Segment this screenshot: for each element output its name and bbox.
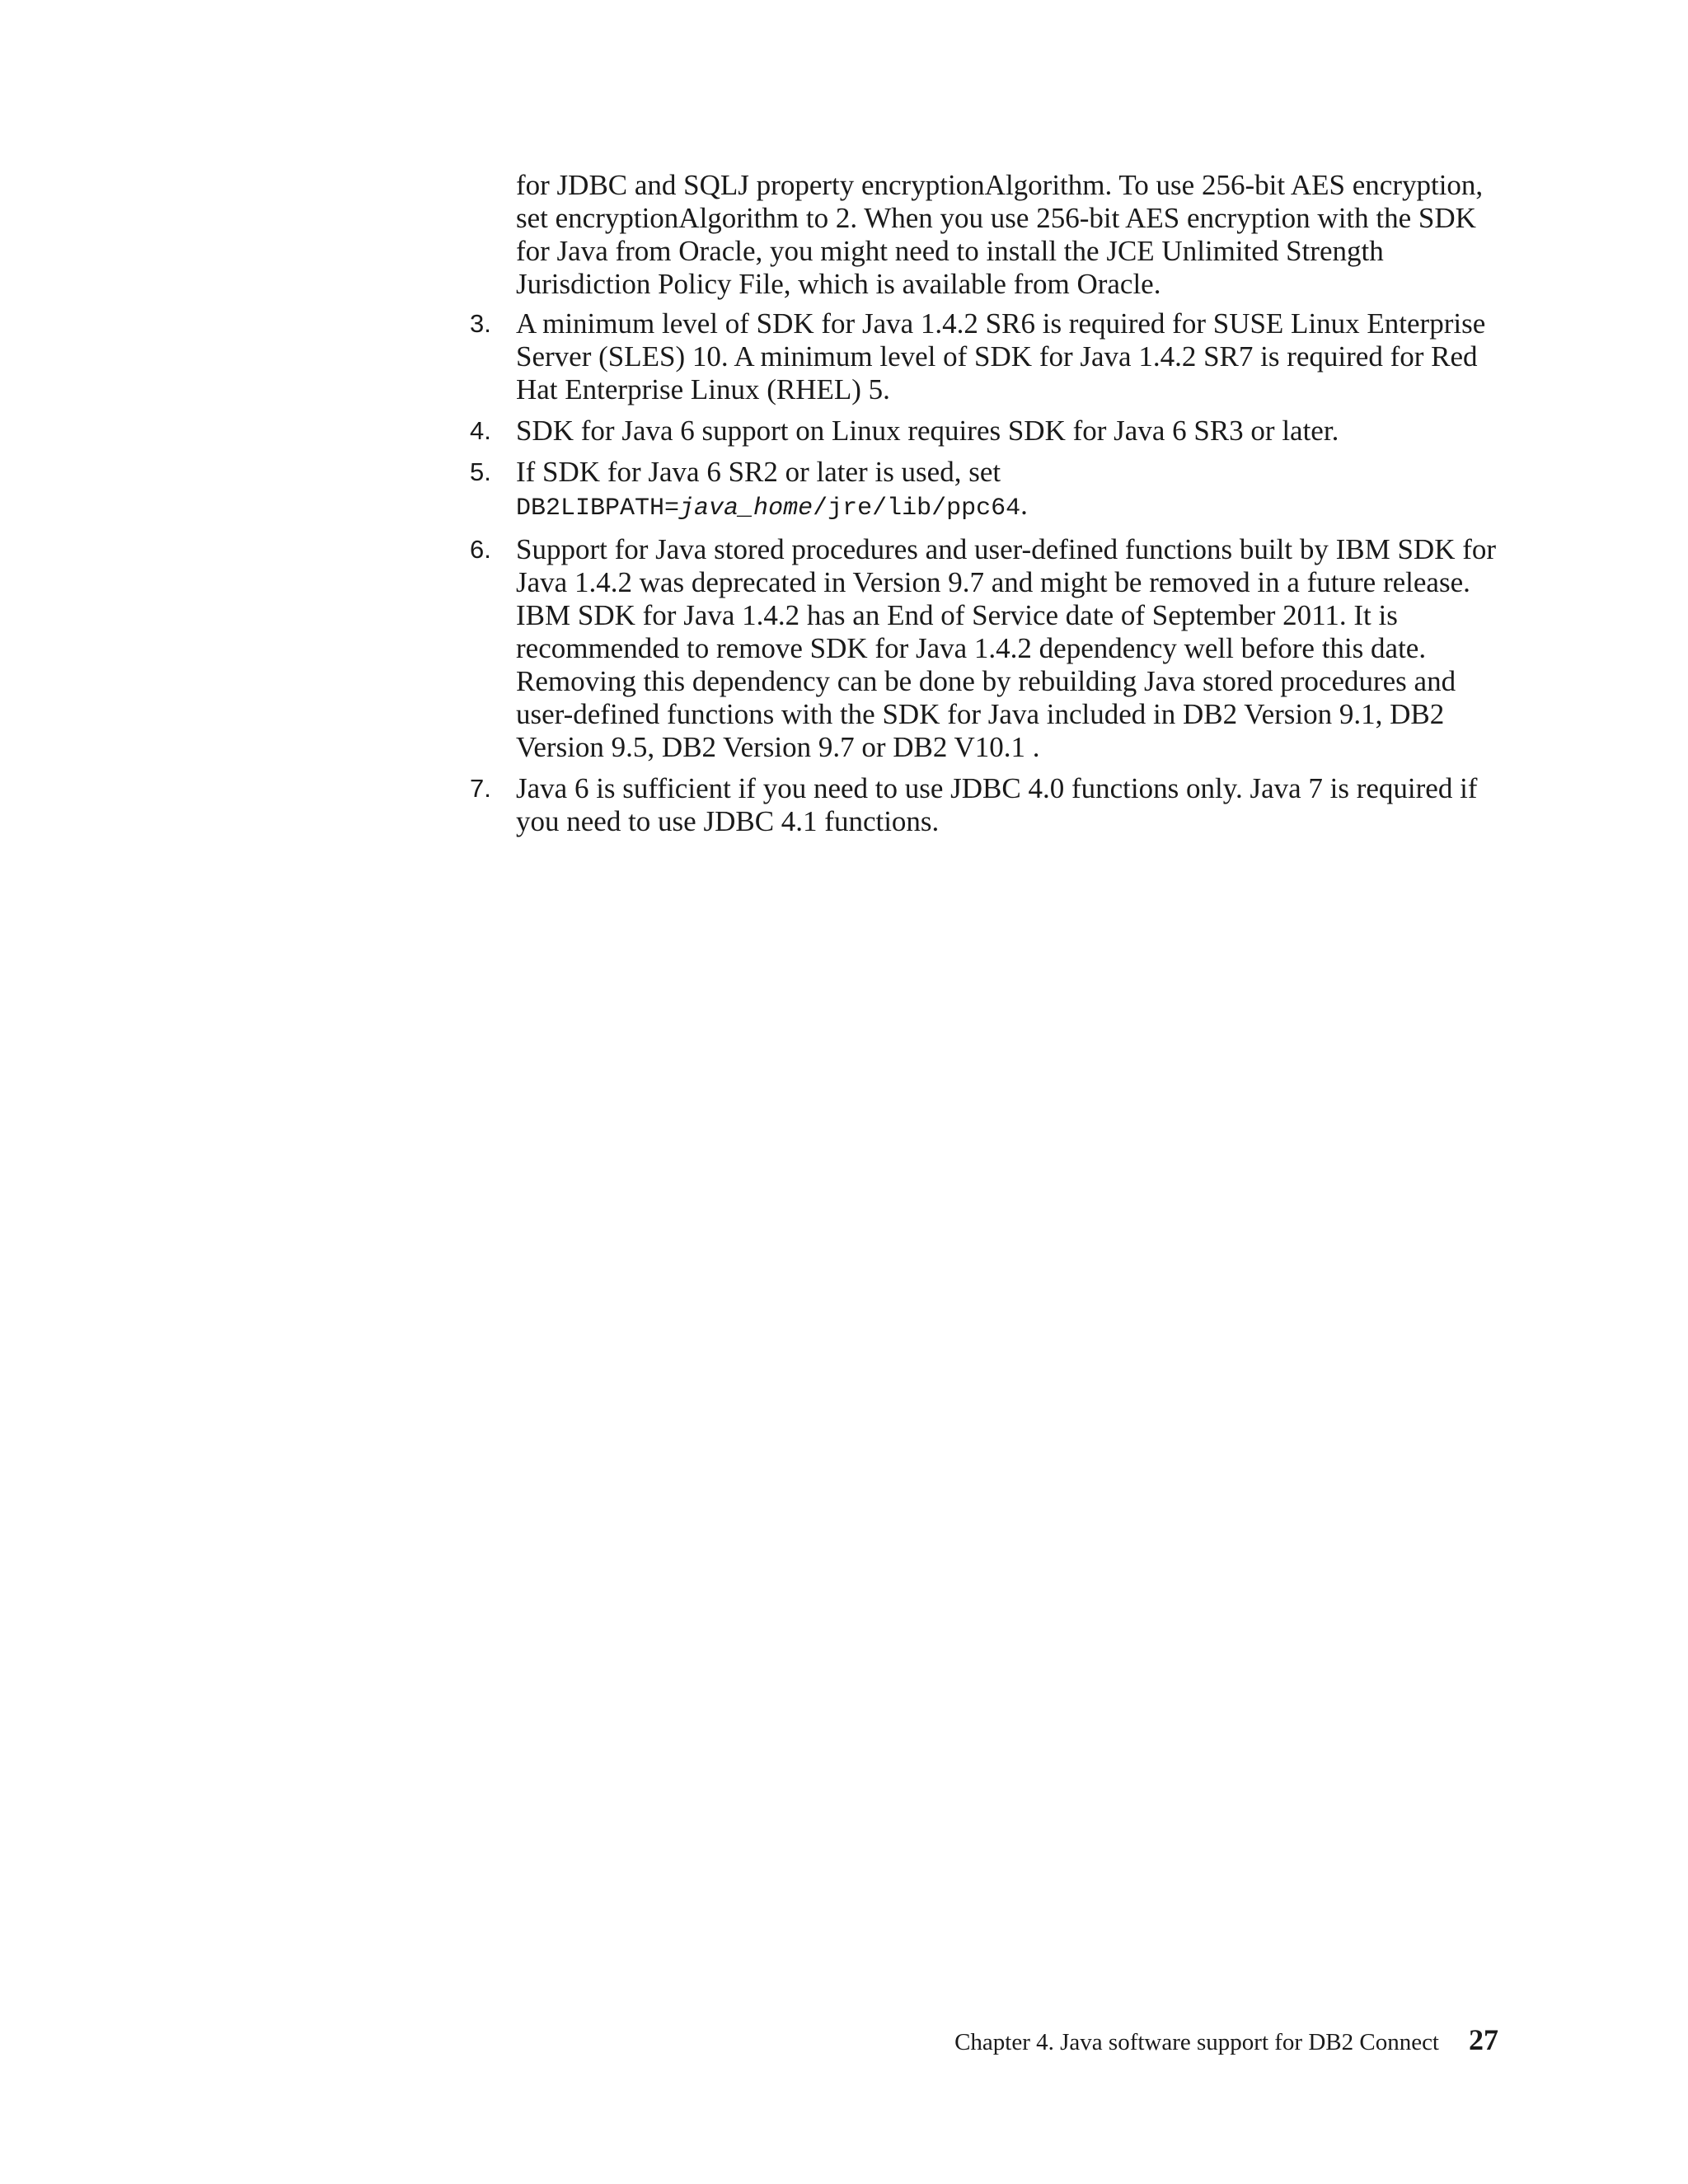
- list-item-number: 6.: [470, 535, 491, 564]
- list-item-number: 5.: [470, 457, 491, 486]
- code-path: /jre/lib/ppc64: [813, 494, 1021, 523]
- list-item-4: [470, 415, 1508, 448]
- list-item-text: SDK for Java 6 support on Linux requires SDK for Java 6 SR3 or later.: [516, 415, 1339, 447]
- code-env-var: DB2LIBPATH=: [516, 494, 680, 523]
- list-item-text: Java 6 is sufficient if you need to use JDBC 4.0 functions only. Java 7 is required if you need to use JDBC 4.1 functions.: [516, 772, 1478, 837]
- list-item-text: [516, 456, 1508, 525]
- code-placeholder: java_home: [679, 494, 814, 523]
- list-item-text-suffix: .: [1020, 489, 1028, 521]
- list-item-text: Support for Java stored procedures and user-defined functions built by IBM SDK for Java 1.4.2 was deprecated in Version 9.7 and might be removed in a future release. IBM SDK for Java 1.4.2 has an End of Service date of September 2011. It is recommended to remove SDK for Java 1.4.2 dependency well before this date. Removing this dependency can be done by rebuilding Java stored procedures and user-defined functions with the SDK for Java included in DB2 Version 9.1, DB2 Version 9.5, DB2 Version 9.7 or DB2 V10.1 .: [516, 533, 1497, 763]
- list-item-5: [470, 456, 1508, 525]
- page-footer: [954, 2022, 1498, 2057]
- list-item-3: [470, 307, 1508, 406]
- list-item-6: [470, 533, 1508, 764]
- footer-chapter-title: Chapter 4. Java software support for DB2 Connect: [954, 2029, 1439, 2055]
- list-item-number: 3.: [470, 309, 491, 338]
- list-item-7: [470, 772, 1508, 838]
- list-item-text: A minimum level of SDK for Java 1.4.2 SR6 is required for SUSE Linux Enterprise Server (SLES) 10. A minimum level of SDK for Java 1.4.2 SR7 is required for Red Hat Enterprise Linux (RHEL) 5.: [516, 307, 1486, 405]
- page-number: 27: [1469, 2023, 1498, 2056]
- list-item-number: 7.: [470, 774, 491, 803]
- list-item-text-prefix: If SDK for Java 6 SR2 or later is used, set: [516, 456, 1001, 488]
- list-item-number: 4.: [470, 416, 491, 445]
- page-content: [470, 169, 1508, 846]
- continued-note-paragraph: for JDBC and SQLJ property encryptionAlgorithm. To use 256-bit AES encryption, set encryptionAlgorithm to 2. When you use 256-bit AES encryption with the SDK for Java from Oracle, you might need to install the JCE Unlimited Strength Jurisdiction Policy File, which is available from Oracle.: [516, 169, 1484, 300]
